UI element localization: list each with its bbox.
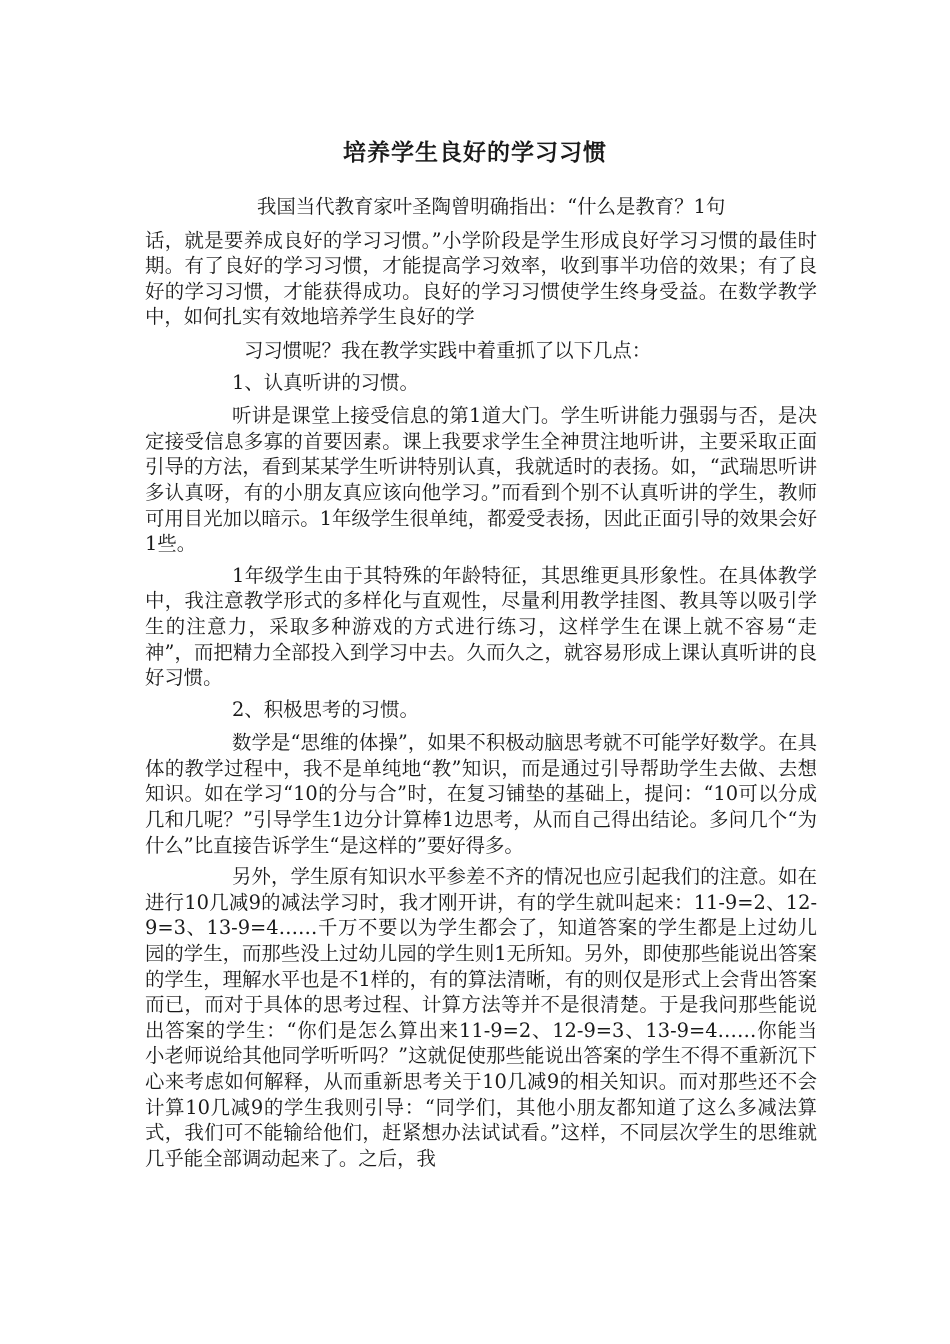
- paragraph-4: 另外，学生原有知识水平参差不齐的情况也应引起我们的注意。如在进行10几减9的减法学习时，我才刚开讲，有的学生就叫起来：11-9=2、12-9=3、13-9=4……千万不要以为学生都会了，知道答案的学生都是上过幼儿园的学生，而那些没上过幼儿园的学生则1无所知。另外，即使那些能说出答案的学生，理解水平也是不1样的，有的算法清晰，有的则仅是形式上会背出答案而已，而对于具体的思考过程、计算方法等并不是很清楚。于是我问那些能说出答案的学生：“你们是怎么算出来11-9=2、12-9=3、13-9=4……你能当小老师说给其他同学听听吗？”这就促使那些能说出答案的学生不得不重新沉下心来考虑如何解释，从而重新思考关于10几减9的相关知识。而对那些还不会计算10几减9的学生我则引导：“同学们，其他小朋友都知道了这么多减法算式，我们可不能输给他们，赶紧想办法试试看。”这样，不同层次学生的思维就几乎能全部调动起来了。之后，我: [145, 865, 817, 1170]
- section-heading-1: 1、认真听讲的习惯。: [232, 370, 419, 394]
- document-title: 培养学生良好的学习习惯: [343, 140, 607, 166]
- paragraph-1: 听讲是课堂上接受信息的第1道大门。学生听讲能力强弱与否，是决定接受信息多寡的首要因素。课上我要求学生全神贯注地听讲，主要采取正面引导的方法，看到某某学生听讲特别认真，我就适时的表扬。如，“武瑞思听讲多认真呀，有的小朋友真应该向他学习。”而看到个别不认真听讲的学生，教师可用目光加以暗示。1年级学生很单纯，都爱受表扬，因此正面引导的效果会好1些。: [145, 404, 817, 556]
- paragraph-3: 数学是“思维的体操”，如果不积极动脑思考就不可能学好数学。在具体的教学过程中，我不是单纯地“教”知识，而是通过引导帮助学生去做、去想知识。如在学习“10的分与合”时，在复习铺垫的基础上，提问：“10可以分成几和几呢？”引导学生1边分计算棒1边思考，从而自己得出结论。多问几个“为什么”比直接告诉学生“是这样的”要好得多。: [145, 731, 817, 857]
- section-heading-2: 2、积极思考的习惯。: [232, 697, 419, 721]
- intro-rest: 话，就是要养成良好的学习习惯。”小学阶段是学生形成良好学习习惯的最佳时期。有了良好的学习习惯，才能提高学习效率，收到事半功倍的效果；有了良好的学习习惯，才能获得成功。良好的学习习惯使学生终身受益。在数学教学中，如何扎实有效地培养学生良好的学: [145, 228, 817, 329]
- intro-tail: 习习惯呢？我在教学实践中着重抓了以下几点：: [244, 338, 652, 362]
- document-body: [145, 194, 817, 1177]
- intro-first-line: 我国当代教育家叶圣陶曾明确指出：“什么是教育？1句: [257, 195, 726, 218]
- intro-paragraph: [145, 194, 817, 330]
- paragraph-2: 1年级学生由于其特殊的年龄特征，其思维更具形象性。在具体教学中，我注意教学形式的多样化与直观性，尽量利用教学挂图、教具等以吸引学生的注意力，采取多种游戏的方式进行练习，这样学生在课上就不容易“走神”，而把精力全部投入到学习中去。久而久之，就容易形成上课认真听讲的良好习惯。: [145, 563, 817, 690]
